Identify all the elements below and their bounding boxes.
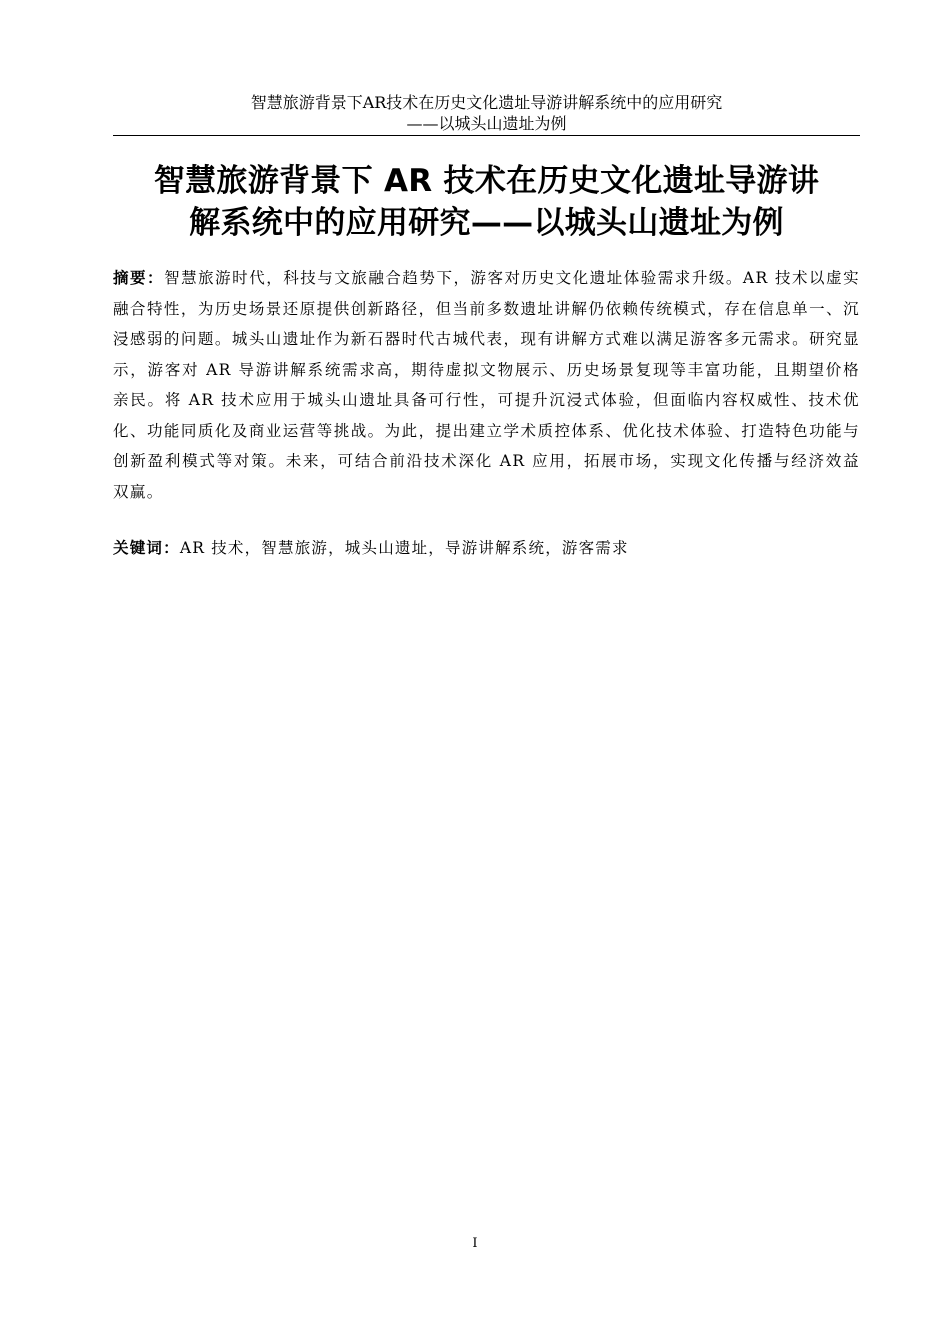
abstract-text: 智慧旅游时代，科技与文旅融合趋势下，游客对历史文化遗址体验需求升级。AR 技术以虚实融合特性，为历史场景还原提供创新路径，但当前多数遗址讲解仍依赖传统模式，存在信息单一、沉浸感弱的问题。城头山遗址作为新石器时代古城代表，现有讲解方式难以满足游客多元需求。研究显示，游客对 AR 导游讲解系统需求高，期待虚拟文物展示、历史场景复现等丰富功能，且期望价格亲民。将 AR 技术应用于城头山遗址具备可行性，可提升沉浸式体验，但面临内容权威性、技术优化、功能同质化及商业运营等挑战。为此，提出建立学术质控体系、优化技术体验、打造特色功能与创新盈利模式等对策。未来，可结合前沿技术深化 AR 应用，拓展市场，实现文化传播与经济效益双赢。 [113,269,861,501]
header-rule [113,135,860,136]
page-number: I [472,1236,478,1251]
keywords-label: 关键词： [113,538,180,557]
keywords-text: AR 技术，智慧旅游，城头山遗址，导游讲解系统，游客需求 [179,539,629,557]
running-header [113,92,860,134]
running-header-line1: 智慧旅游背景下AR技术在历史文化遗址导游讲解系统中的应用研究 [250,93,723,112]
abstract-label: 摘要： [113,268,165,287]
page-title [100,160,873,244]
title-line2: 解系统中的应用研究——以城头山遗址为例 [189,205,784,241]
running-header-line2: ——以城头山遗址为例 [406,114,567,133]
abstract-paragraph [113,263,860,507]
keywords-paragraph [113,533,860,563]
title-line1: 智慧旅游背景下 AR 技术在历史文化遗址导游讲 [153,163,820,199]
